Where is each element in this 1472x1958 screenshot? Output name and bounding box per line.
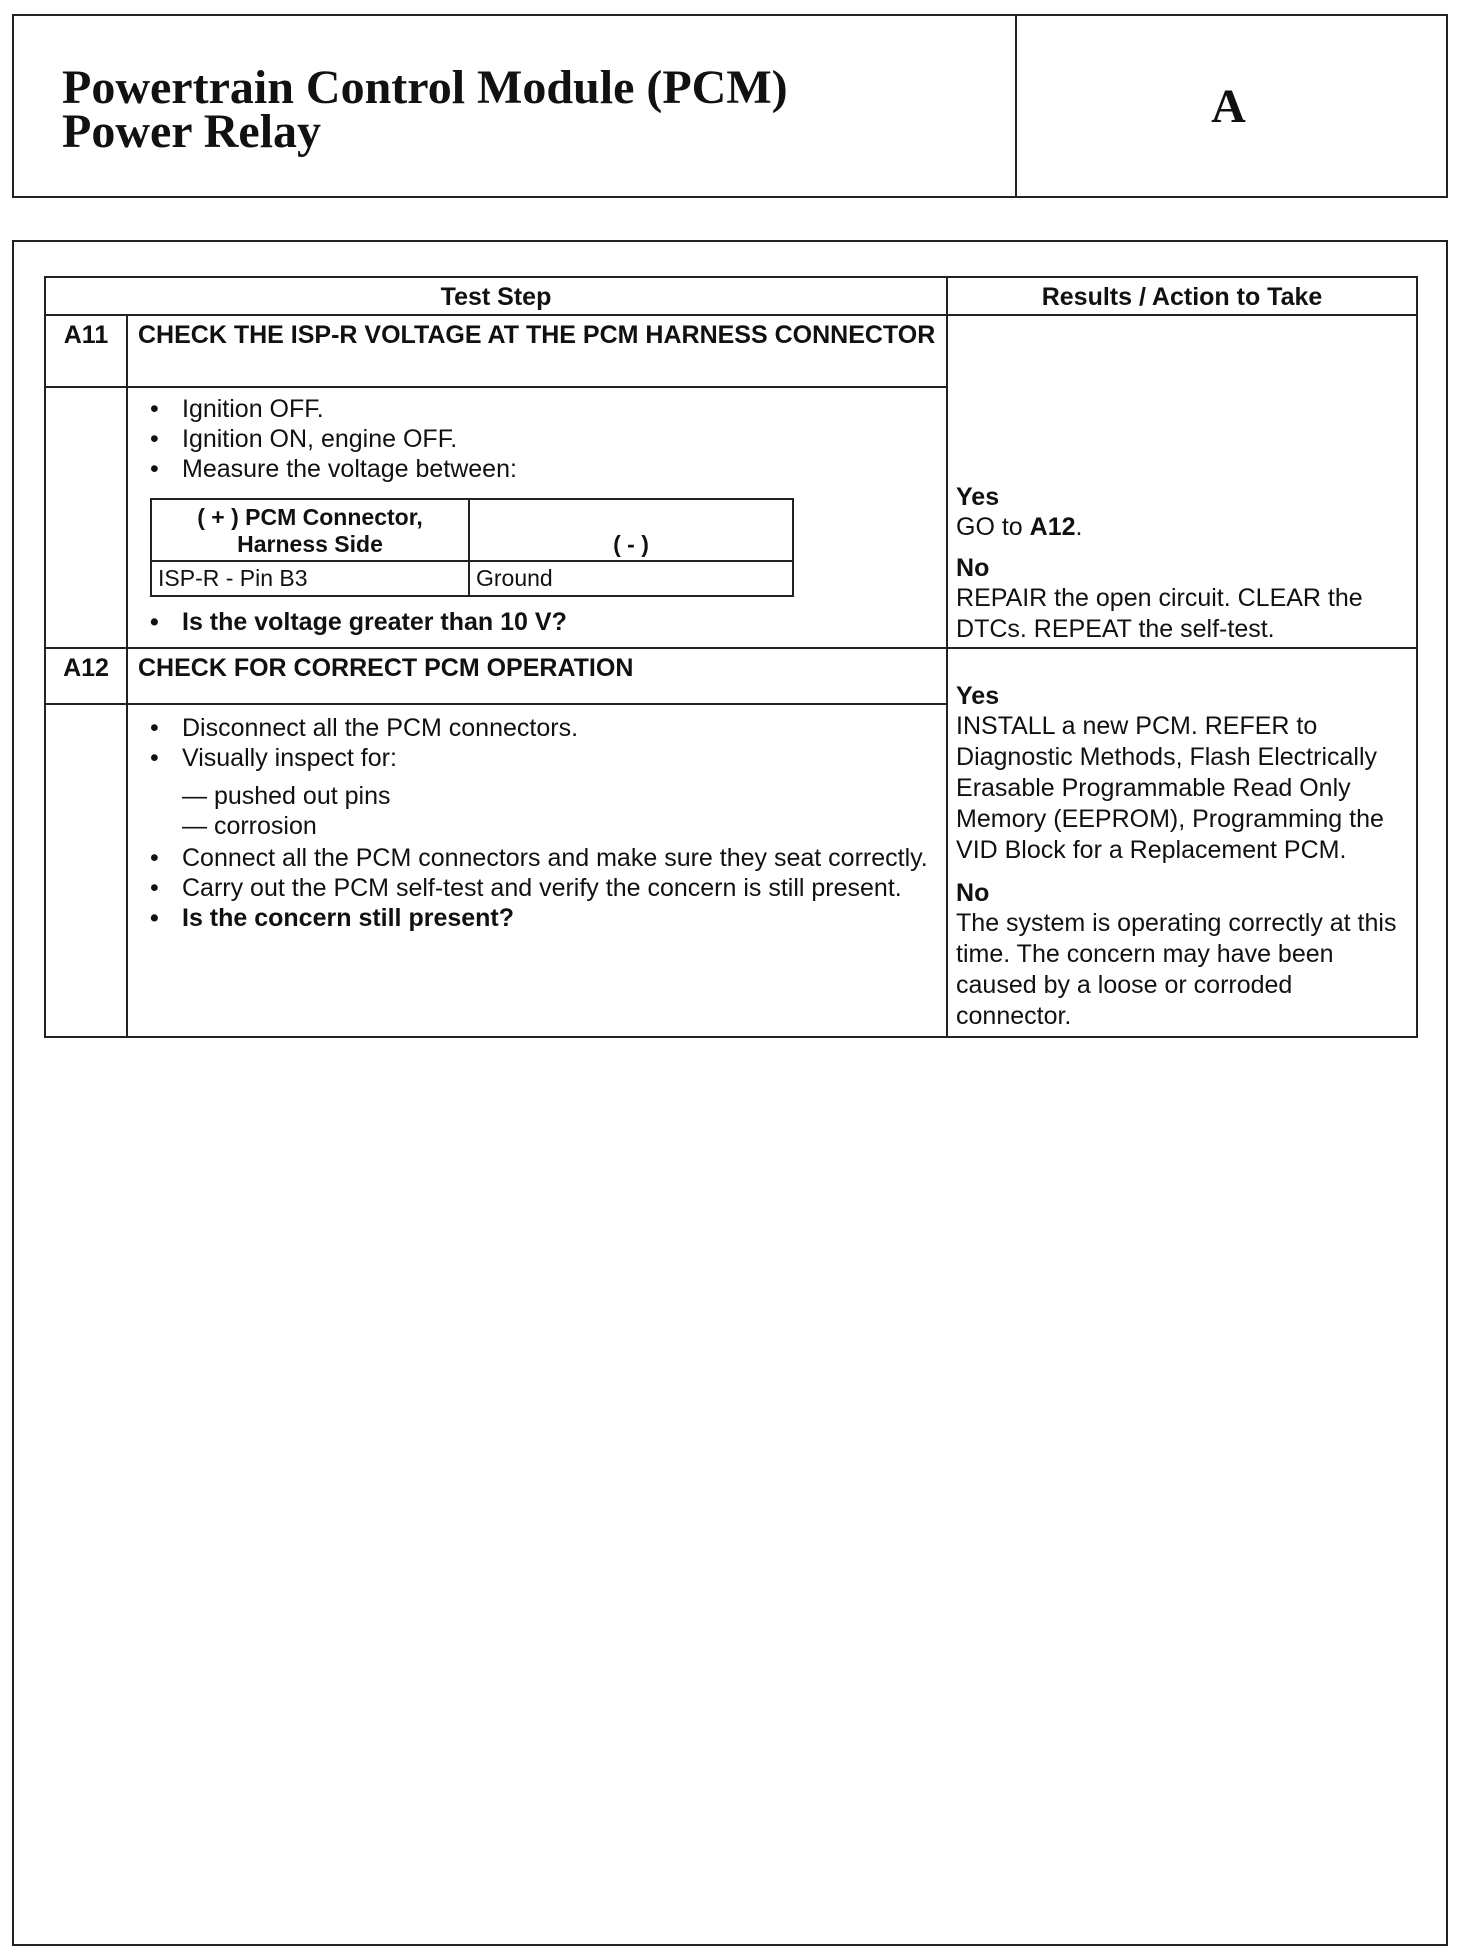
step-a12-body: [127, 704, 947, 1037]
inspect-items: [138, 781, 936, 841]
step-title: CHECK THE ISP-R VOLTAGE AT THE PCM HARNESS CONNECTOR: [127, 315, 947, 387]
list-item: • Ignition ON, engine OFF.: [138, 424, 936, 454]
step-reference: A12: [1029, 513, 1076, 541]
question-item: • Is the voltage greater than 10 V?: [138, 607, 936, 637]
measurement-table: [150, 498, 794, 597]
no-label: No: [956, 554, 990, 582]
question-item: • Is the concern still present?: [138, 903, 936, 933]
dash-item: — corrosion: [182, 811, 317, 840]
test-step-table: [44, 276, 1418, 1038]
list-item: • Ignition OFF.: [138, 394, 936, 424]
step-a11-body: [127, 387, 947, 648]
step-a12-title-row: [45, 648, 1417, 704]
step-a11-title-row: [45, 315, 1417, 387]
step-a12-bullets: [138, 713, 936, 773]
list-item: • Measure the voltage between:: [138, 454, 936, 484]
measurement-pos-header: ( + ) PCM Connector, Harness Side: [151, 499, 469, 561]
page-title: [14, 16, 1017, 196]
measurement-header-row: [151, 499, 793, 561]
col-test-step: Test Step: [45, 277, 947, 315]
yes-suffix: .: [1075, 513, 1083, 541]
step-a11-question: [138, 607, 936, 637]
list-item: • Visually inspect for:: [138, 743, 936, 773]
yes-action: [956, 512, 1408, 543]
step-code-spacer: [45, 387, 127, 648]
step-a12-results: [947, 648, 1417, 1037]
yes-action: INSTALL a new PCM. REFER to Diagnostic Methods, Flash Electrically Erasable Programmable Read Only Memory (EEPROM), Programming the VID Block for a Replacement PCM.: [956, 712, 1384, 864]
title-line-1: Powertrain Control Module (PCM): [62, 61, 788, 114]
no-action: The system is operating correctly at this time. The concern may have been caused by a loose or corroded connector.: [956, 909, 1397, 1030]
yes-prefix: GO to: [956, 513, 1023, 541]
table-header-row: [45, 277, 1417, 315]
measurement-neg-value: Ground: [469, 561, 793, 596]
page-header: [12, 14, 1448, 198]
col-results: Results / Action to Take: [947, 277, 1417, 315]
yes-label: Yes: [956, 682, 1000, 710]
step-a12-bullets-2: [138, 843, 936, 933]
dash-item: — pushed out pins: [182, 781, 391, 810]
no-action: REPAIR the open circuit. CLEAR the DTCs. REPEAT the self-test.: [956, 584, 1363, 643]
measurement-pos-value: ISP-R - Pin B3: [151, 561, 469, 596]
yes-label: Yes: [956, 483, 1000, 511]
measurement-row: [151, 561, 793, 596]
step-a11-results: [947, 315, 1417, 648]
no-label: No: [956, 879, 990, 907]
step-title: CHECK FOR CORRECT PCM OPERATION: [127, 648, 947, 704]
list-item: • Connect all the PCM connectors and make sure they seat correctly.: [138, 843, 936, 873]
step-code-spacer: [45, 704, 127, 1037]
step-code: A11: [45, 315, 127, 387]
list-item: • Disconnect all the PCM connectors.: [138, 713, 936, 743]
measurement-neg-header: ( - ): [469, 499, 793, 561]
title-line-2: Power Relay: [62, 105, 322, 158]
step-a11-bullets: [138, 394, 936, 484]
list-item: • Carry out the PCM self-test and verify the concern is still present.: [138, 873, 936, 903]
section-letter: A: [1211, 79, 1246, 133]
content-frame: [12, 240, 1448, 1946]
step-code: A12: [45, 648, 127, 704]
